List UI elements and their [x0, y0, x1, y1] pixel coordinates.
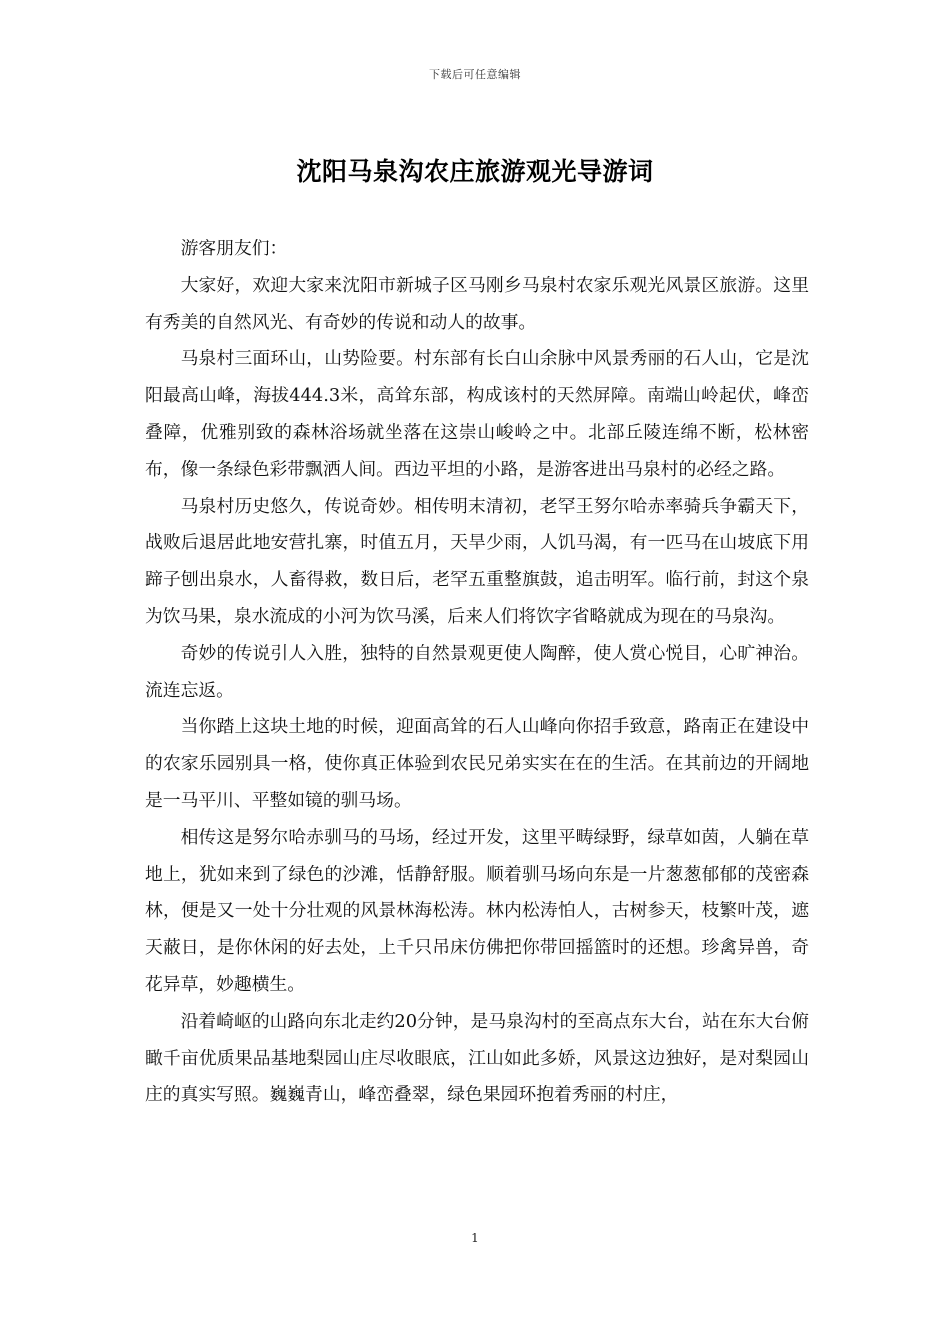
- document-title: 沈阳马泉沟农庄旅游观光导游词: [296, 157, 654, 186]
- paragraph-horse-field: 相传这是努尔哈赤驯马的马场，经过开发，这里平畴绿野，绿草如茵，人躺在草地上，犹如来到了绿色的沙滩，恬静舒服。顺着驯马场向东是一片葱葱郁郁的茂密森林，便是又一处十分壮观的风景林海松涛。林内松涛怕人，古树参天，枝繁叶茂，遮天蔽日，是你休闲的好去处，上千只吊床仿佛把你带回摇篮时的还想。珍禽异兽，奇花异草，妙趣横生。: [145, 826, 809, 995]
- page-number: 1: [471, 1231, 479, 1245]
- header-note: 下载后可任意编辑: [429, 68, 521, 81]
- document-body: [145, 231, 809, 1114]
- paragraph-geography: 马泉村三面环山，山势险要。村东部有长白山余脉中风景秀丽的石人山，它是沈阳最高山峰，海拔444.3米，高耸东部，构成该村的天然屏障。南端山岭起伏，峰峦叠障，优雅别致的森林浴场就坐落在这崇山峻岭之中。北部丘陵连绵不断，松林密布，像一条绿色彩带飘洒人间。西边平坦的小路，是游客进出马泉村的必经之路。: [145, 348, 809, 480]
- paragraph-scenery: 奇妙的传说引人入胜，独特的自然景观更使人陶醉，使人赏心悦目，心旷神治。流连忘返。: [145, 642, 809, 701]
- paragraph-arrival: 当你踏上这块土地的时候，迎面高耸的石人山峰向你招手致意，路南正在建设中的农家乐园别具一格，使你真正体验到农民兄弟实实在在的生活。在其前边的开阔地是一马平川、平整如镜的驯马场。: [145, 716, 809, 811]
- paragraph-greeting: 游客朋友们：: [180, 238, 288, 259]
- paragraph-welcome: 大家好，欢迎大家来沈阳市新城子区马刚乡马泉村农家乐观光风景区旅游。这里有秀美的自然风光、有奇妙的传说和动人的故事。: [145, 274, 809, 333]
- paragraph-east-terrace: 沿着崎岖的山路向东北走约20分钟，是马泉沟村的至高点东大台，站在东大台俯瞰千亩优质果品基地梨园山庄尽收眼底，江山如此多娇，风景这边独好，是对梨园山庄的真实写照。巍巍青山，峰峦叠翠，绿色果园环抱着秀丽的村庄，: [145, 1010, 809, 1106]
- paragraph-history: 马泉村历史悠久，传说奇妙。相传明末清初，老罕王努尔哈赤率骑兵争霸天下，战败后退居此地安营扎寨，时值五月，天旱少雨，人饥马渴，有一匹马在山坡底下用蹄子刨出泉水，人畜得救，数日后，老罕五重整旗鼓，追击明军。临行前，封这个泉为饮马果，泉水流成的小河为饮马溪，后来人们将饮字省略就成为现在的马泉沟。: [145, 495, 809, 627]
